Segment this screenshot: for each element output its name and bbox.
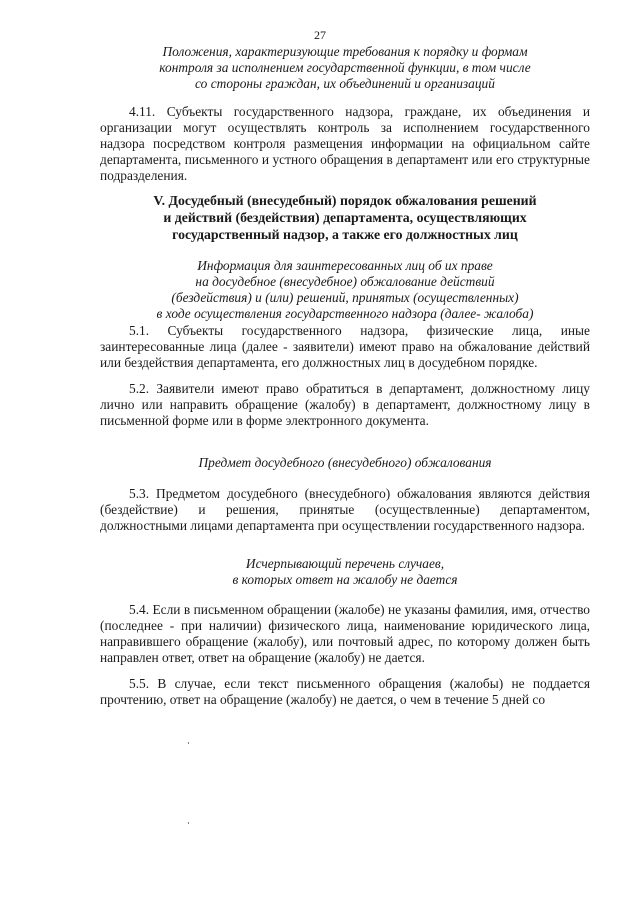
heading-line: Положения, характеризующие требования к порядку и формам <box>162 44 528 59</box>
heading-line: в ходе осуществления государственного надзора (далее- жалоба) <box>156 306 534 321</box>
heading-cases-list <box>100 556 590 588</box>
heading-line: со стороны граждан, их объединений и организаций <box>195 76 495 91</box>
heading-line: в которых ответ на жалобу не дается <box>232 572 458 587</box>
page-number: 27 <box>314 28 326 42</box>
heading-control-requirements <box>100 44 590 92</box>
section-title-line: государственный надзор, а также его должностных лиц <box>172 227 518 242</box>
heading-line: на досудебное (внесудебное) обжалование действий <box>195 274 495 289</box>
paragraph-4-11: 4.11. Субъекты государственного надзора, граждане, их объединения и организации могут осуществлять контроль за исполнением государственного надзора посредством контроля размещения информации на официальном сайте департамента, письменного и устного обращения в департамент или его структурные подразделения. <box>100 104 590 183</box>
scan-speck <box>188 822 189 824</box>
heading-line: (бездействия) и (или) решений, принятых (осуществленных) <box>171 290 519 305</box>
paragraph-5-4: 5.4. Если в письменном обращении (жалобе) не указаны фамилия, имя, отчество (последнее - при наличии) физического лица, наименование юридического лица, направившего обращение (жалобу), или почтовый адрес, по которому должен быть направлен ответ, ответ на обращение (жалобу) не дается. <box>100 602 590 665</box>
heading-appeal-info <box>100 258 590 322</box>
paragraph-5-5: 5.5. В случае, если текст письменного обращения (жалобы) не поддается прочтению, ответ на обращение (жалобу) не дается, о чем в течение 5 дней со <box>100 676 590 707</box>
scan-speck <box>188 742 189 744</box>
heading-line: Информация для заинтересованных лиц об их праве <box>197 258 493 273</box>
heading-line: Исчерпывающий перечень случаев, <box>245 556 445 571</box>
section-v-title <box>100 192 590 243</box>
paragraph-5-1: 5.1. Субъекты государственного надзора, физические лица, иные заинтересованные лица (далее - заявители) имеют право на обжалование действий или бездействия департамента, его должностных лиц в досудебном порядке. <box>100 323 590 370</box>
heading-line: контроля за исполнением государственной функции, в том числе <box>159 60 531 75</box>
heading-appeal-subject: Предмет досудебного (внесудебного) обжалования <box>198 455 492 470</box>
paragraph-5-2: 5.2. Заявители имеют право обратиться в департамент, должностному лицу лично или направить обращение (жалобу) в департамент, должностному лицу в письменной форме или в форме электронного документа. <box>100 381 590 428</box>
section-title-line: V. Досудебный (внесудебный) порядок обжалования решений <box>153 193 537 208</box>
paragraph-5-3: 5.3. Предметом досудебного (внесудебного) обжалования являются действия (бездействие) и решения, принятые (осуществленные) департаментом, должностными лицами департамента при осуществлении государственного надзора. <box>100 486 590 533</box>
section-title-line: и действий (бездействия) департамента, осуществляющих <box>163 210 527 225</box>
